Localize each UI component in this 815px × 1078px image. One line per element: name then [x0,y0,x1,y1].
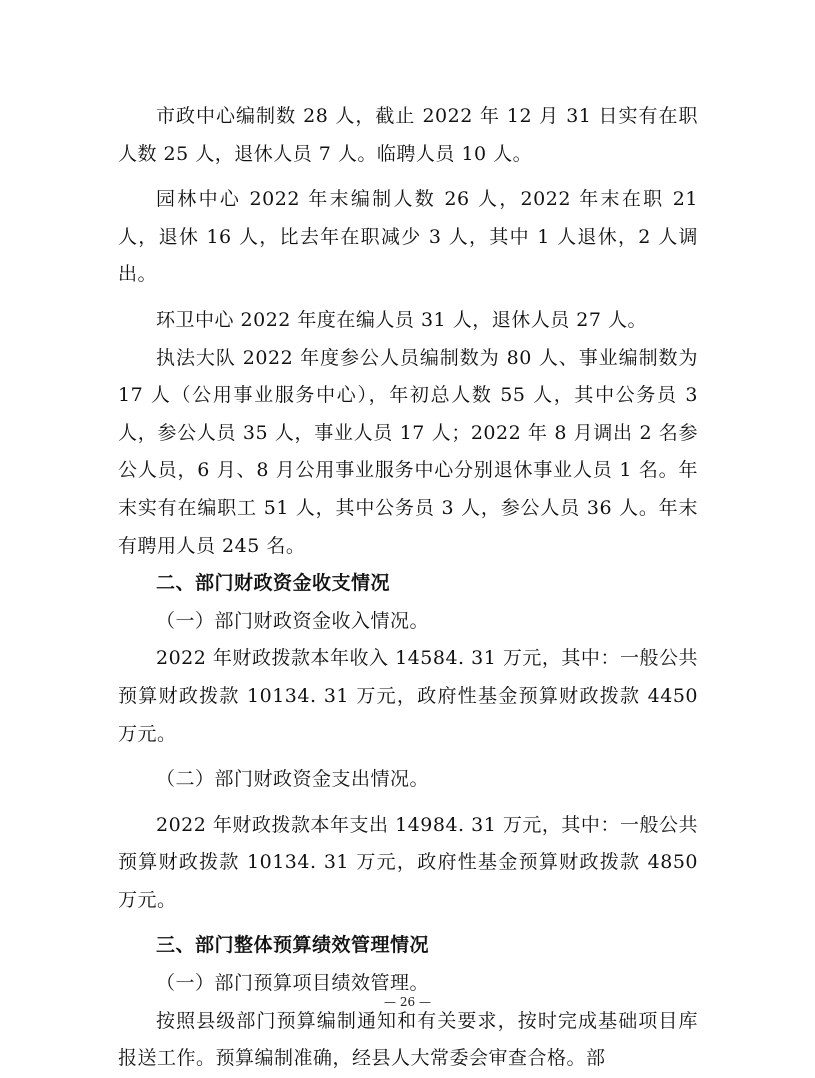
subheading-expenditure: （二）部门财政资金支出情况。 [156,768,430,791]
document-body [118,98,698,1078]
paragraph-expenditure: 2022 年财政拨款本年支出 14984. 31 万元，其中：一般公共预算财政拨款 10134. 31 万元，政府性基金预算财政拨款 4850 万元。 [118,813,698,911]
paragraph-enforcement-team: 执法大队 2022 年度参公人员编制数为 80 人、事业编制数为 17 人（公用事业服务中心），年初总人数 55 人，其中公务员 3 人，参公人员 35 人，事业人员 17 人；2022 年 8 月调出 2 名参公人员，6 月、8 月公用事业服务中心分别退休事业人员 1 名。年末实有在编职工 51 人，其中公务员 3 人，参公人员 36 人。年末有聘用人员 245 名。 [118,346,698,557]
paragraph-project-performance: 按照县级部门预算编制通知和有关要求，按时完成基础项目库报送工作。预算编制准确，经县人大常委会审查合格。部 [118,1009,698,1070]
paragraph-income: 2022 年财政拨款本年收入 14584. 31 万元，其中：一般公共预算财政拨款 10134. 31 万元，政府性基金预算财政拨款 4450 万元。 [118,647,698,745]
page-number: — 26 — [384,995,431,1009]
section-heading-performance: 三、部门整体预算绩效管理情况 [156,934,430,957]
paragraph-sanitation-center: 环卫中心 2022 年度在编人员 31 人，退休人员 27 人。 [156,308,647,331]
paragraph-garden-center: 园林中心 2022 年末编制人数 26 人，2022 年末在职 21 人，退休 16 人，比去年在职减少 3 人，其中 1 人退休，2 人调出。 [118,188,698,286]
subheading-income: （一）部门财政资金收入情况。 [156,609,430,632]
subheading-project-performance: （一）部门预算项目绩效管理。 [156,972,430,995]
section-heading-finance: 二、部门财政资金收支情况 [156,572,391,595]
paragraph-municipal-center: 市政中心编制数 28 人，截止 2022 年 12 月 31 日实有在职人数 25 人，退休人员 7 人。临聘人员 10 人。 [118,105,698,165]
